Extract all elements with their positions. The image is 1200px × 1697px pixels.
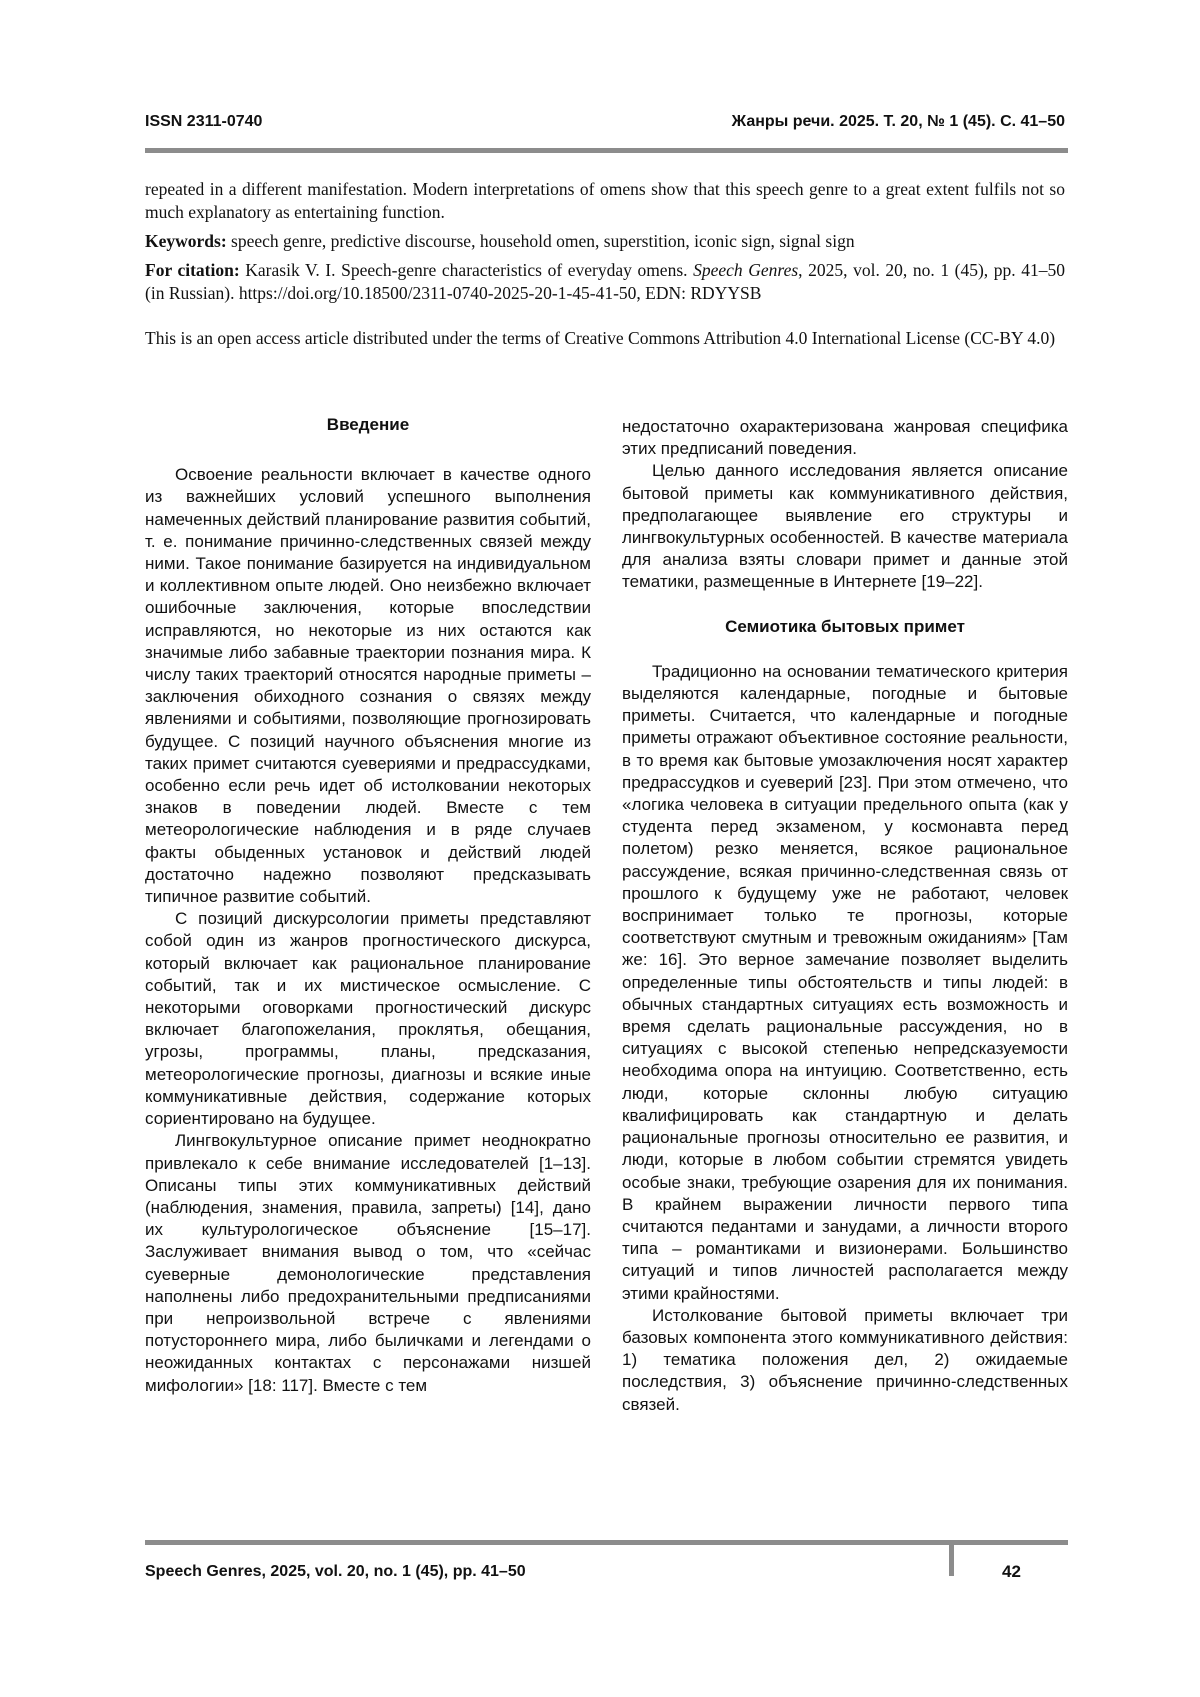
paragraph-continued: недостаточно охарактеризована жанровая специфика этих предписаний поведения. xyxy=(622,417,1068,459)
left-column xyxy=(145,412,591,1397)
page-number: 42 xyxy=(1002,1562,1021,1581)
paragraph: Целью данного исследования является описание бытовой приметы как коммуникативного действия, предполагающее выявление его структуры и лингвокультурных особенностей. В качестве материала для анализа взяты словари примет и данные этой тематики, размещенные в Интернете [19–22]. xyxy=(622,461,1068,592)
keywords-line xyxy=(145,230,1065,253)
section-heading-introduction: Введение xyxy=(326,415,410,434)
abstract-tail: repeated in a different manifestation. Modern interpretations of omens show that this speech genre to a great extent fulfils not so much explanatory as entertaining function. xyxy=(145,179,1065,222)
paragraph: Лингвокультурное описание примет неоднократно привлекало к себе внимание исследователей [1–13]. Описаны типы этих коммуникативных действий (наблюдения, знамения, правила, запреты) [14], дано их культурологическое объяснение [15–17]. Заслуживает внимания вывод о том, что «сейчас суеверные демонологические представления наполнены либо предохранительными предписаниями при непроизвольной встрече с явлениями потустороннего мира, либо быличками и легендами о неожиданных контактах с персонажами низшей мифологии» [18: 117]. Вместе с тем xyxy=(145,1131,591,1395)
citation-text-post: , 2025, vol. 20, no. 1 (45), pp. 41–50 (in Russian). https://doi.org/10.18500/2311-0740-2025-20-1-45-41-50, EDN: RDYYSB xyxy=(145,260,1065,303)
right-column xyxy=(622,416,1068,1416)
keywords-text: speech genre, predictive discourse, household omen, superstition, iconic sign, signal sign xyxy=(226,231,855,251)
abstract-block xyxy=(145,178,1065,356)
keywords-label: Keywords: xyxy=(145,231,227,251)
section-heading-semiotics: Семиотика бытовых примет xyxy=(725,616,965,636)
paragraph: Освоение реальности включает в качестве одного из важнейших условий успешного выполнения намеченных действий планирование развития событий, т. е. понимание причинно-следственных связей между ними. Такое понимание базируется на индивидуальном и коллективном опыте людей. Оно неизбежно включает ошибочные заключения, которые впоследствии исправляются, но некоторые из них остаются как значимые либо забавные траектории познания мира. К числу таких траекторий относятся народные приметы – заключения обиходного сознания о связях между явлениями и событиями, позволяющие прогнозировать будущее. С позиций научного объяснения многие из таких примет считаются суевериями и предрассудками, особенно если речь идет об истолковании некоторых знаков в поведении людей. Вместе с тем метеорологические наблюдения и в ряде случаев факты обыденных установок и действий людей достаточно надежно позволяют предсказывать типичное развитие событий. xyxy=(145,465,591,907)
footer-divider xyxy=(949,1540,954,1576)
citation-line xyxy=(145,259,1065,305)
paragraph: Истолкование бытовой приметы включает три базовых компонента этого коммуникативного действия: 1) тематика положения дел, 2) ожидаемые последствия, 3) объяснение причинно-следственных связей. xyxy=(622,1305,1068,1414)
citation-text-pre: Karasik V. I. Speech-genre characteristics of everyday omens. xyxy=(239,260,694,280)
journal-reference: Жанры речи. 2025. Т. 20, № 1 (45). С. 41–50 xyxy=(731,113,1065,130)
paragraph: Традиционно на основании тематического критерия выделяются календарные, погодные и бытовые приметы. Считается, что календарные и погодные приметы отражают объективное состояние реальности, в то время как бытовые умозаключения носят характер предрассудков и суеверий [23]. При этом отмечено, что «логика человека в ситуации предельного опыта (как у студента перед экзаменом, у космонавта перед полетом) резко меняется, всякое рациональное рассуждение, всякая причинно-следственная связь от прошлого к будущему уже не работают, человек воспринимает только те прогнозы, которые соответствуют смутным и тревожным ожиданиям» [Там же: 16]. Это верное замечание позволяет выделить определенные типы обстоятельств и типы людей: в обычных стандартных ситуациях есть возможность и время сделать рациональные рассуждения, но в ситуациях с высокой степенью непредсказуемости необходима опора на интуицию. Соответственно, есть люди, которые склонны любую ситуацию квалифицировать как стандартную и делать рациональные прогнозы относительно ее развития, и люди, которые в любом событии стремятся увидеть особые знаки, требующие озарения для их понимания. В крайнем выражении личности первого типа считаются педантами и занудами, а личности второго типа – романтиками и визионерами. Большинство ситуаций и типов личностей располагается между этими крайностями. xyxy=(622,661,1068,1303)
footer-rule xyxy=(145,1540,1068,1545)
citation-label: For citation: xyxy=(145,260,240,280)
citation-journal: Speech Genres xyxy=(693,260,799,280)
issn-label: ISSN 2311-0740 xyxy=(145,113,263,130)
license-note: This is an open access article distributed under the terms of Creative Commons Attribution 4.0 International License (CC-BY 4.0) xyxy=(145,328,1056,348)
paragraph: С позиций дискурсологии приметы представляют собой один из жанров прогностического дискурса, который включает как рациональное планирование событий, так и их мистическое осмысление. С некоторыми оговорками прогностический дискурс включает благопожелания, проклятья, обещания, угрозы, программы, планы, предсказания, метеорологические прогнозы, диагнозы и всякие иные коммуникативные действия, содержание которых сориентировано на будущее. xyxy=(145,909,591,1129)
header-rule xyxy=(145,148,1068,153)
running-header xyxy=(145,113,1065,131)
footer-citation: Speech Genres, 2025, vol. 20, no. 1 (45), pp. 41–50 xyxy=(145,1563,526,1580)
